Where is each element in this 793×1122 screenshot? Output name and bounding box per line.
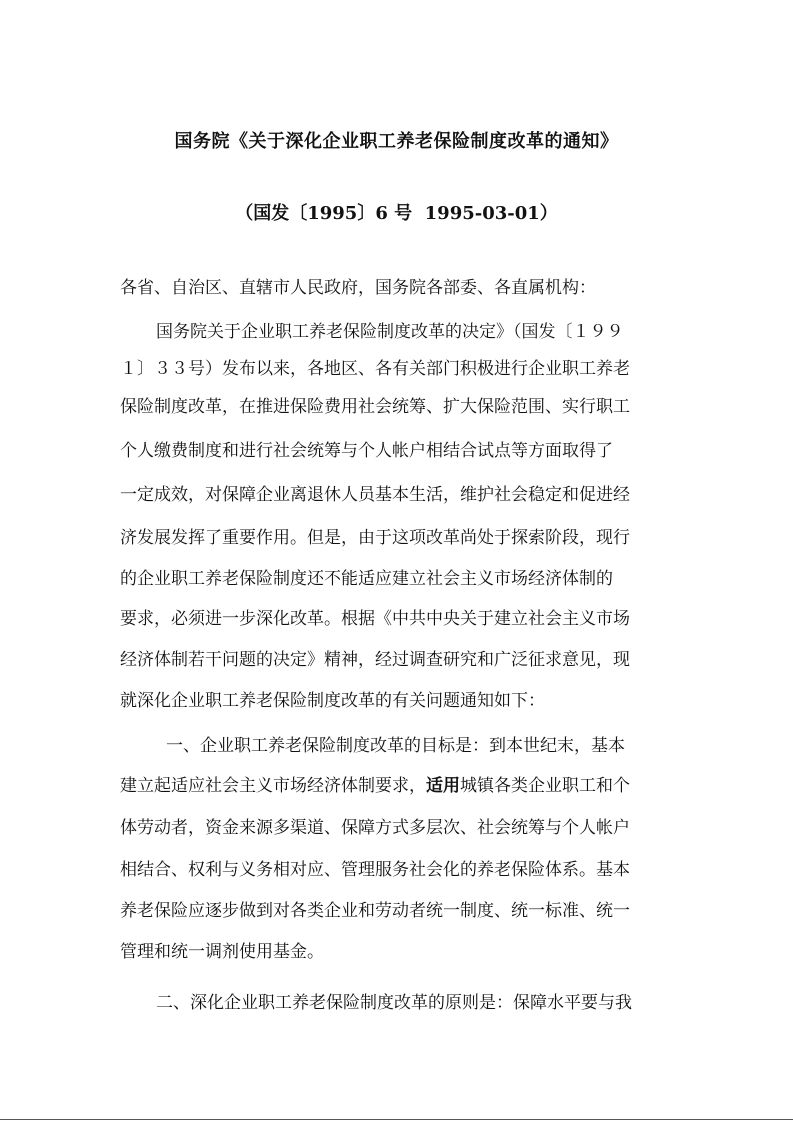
paragraph-line: 二、深化企业职工养老保险制度改革的原则是：保障水平要与我: [156, 993, 632, 1013]
salutation: 各省、自治区、直辖市人民政府，国务院各部委、各直属机构：: [120, 278, 596, 298]
text-run: 城镇各类企业职工和个: [460, 776, 630, 796]
paragraph-line: 经济体制若干问题的决定》精神，经过调查研究和广泛征求意见，现: [120, 650, 630, 670]
paragraph-line: 养老保险应逐步做到对各类企业和劳动者统一制度、统一标准、统一: [120, 901, 630, 921]
paragraph-line: 一、企业职工养老保险制度改革的目标是：到本世纪末，基本: [166, 736, 625, 756]
document-title: 国务院《关于深化企业职工养老保险制度改革的通知》: [174, 131, 619, 152]
page-bottom-rule: [0, 1119, 793, 1120]
paragraph-line: 体劳动者，资金来源多渠道、保障方式多层次、社会统筹与个人帐户: [120, 818, 630, 838]
document-subtitle: （国发〔1995〕6 号 1995-03-01）: [235, 203, 558, 224]
paragraph-line: 相结合、权利与义务相对应、管理服务社会化的养老保险体系。基本: [120, 860, 630, 880]
bold-term: 适用: [426, 776, 460, 796]
paragraph-line: 一定成效，对保障企业离退休人员基本生活，维护社会稳定和促进经: [120, 485, 630, 505]
paragraph-line: 管理和统一调剂使用基金。: [120, 942, 324, 962]
paragraph-line: 保险制度改革，在推进保险费用社会统筹、扩大保险范围、实行职工: [120, 397, 630, 417]
paragraph-line: 国务院关于企业职工养老保险制度改革的决定》（国发〔１９９: [156, 322, 624, 342]
paragraph-line: 个人缴费制度和进行社会统筹与个人帐户相结合试点等方面取得了: [120, 441, 613, 461]
paragraph-line: 就深化企业职工养老保险制度改革的有关问题通知如下：: [120, 691, 545, 711]
paragraph-line: 济发展发挥了重要作用。但是，由于这项改革尚处于探索阶段，现行: [120, 528, 630, 548]
paragraph-line: [120, 774, 630, 798]
paragraph-line: 的企业职工养老保险制度还不能适应建立社会主义市场经济体制的: [120, 569, 613, 589]
paragraph-line: １〕３３号）发布以来，各地区、各有关部门积极进行企业职工养老: [120, 359, 630, 379]
text-run: 建立起适应社会主义市场经济体制要求，: [120, 776, 426, 796]
paragraph-line: 要求，必须进一步深化改革。根据《中共中央关于建立社会主义市场: [120, 609, 630, 629]
